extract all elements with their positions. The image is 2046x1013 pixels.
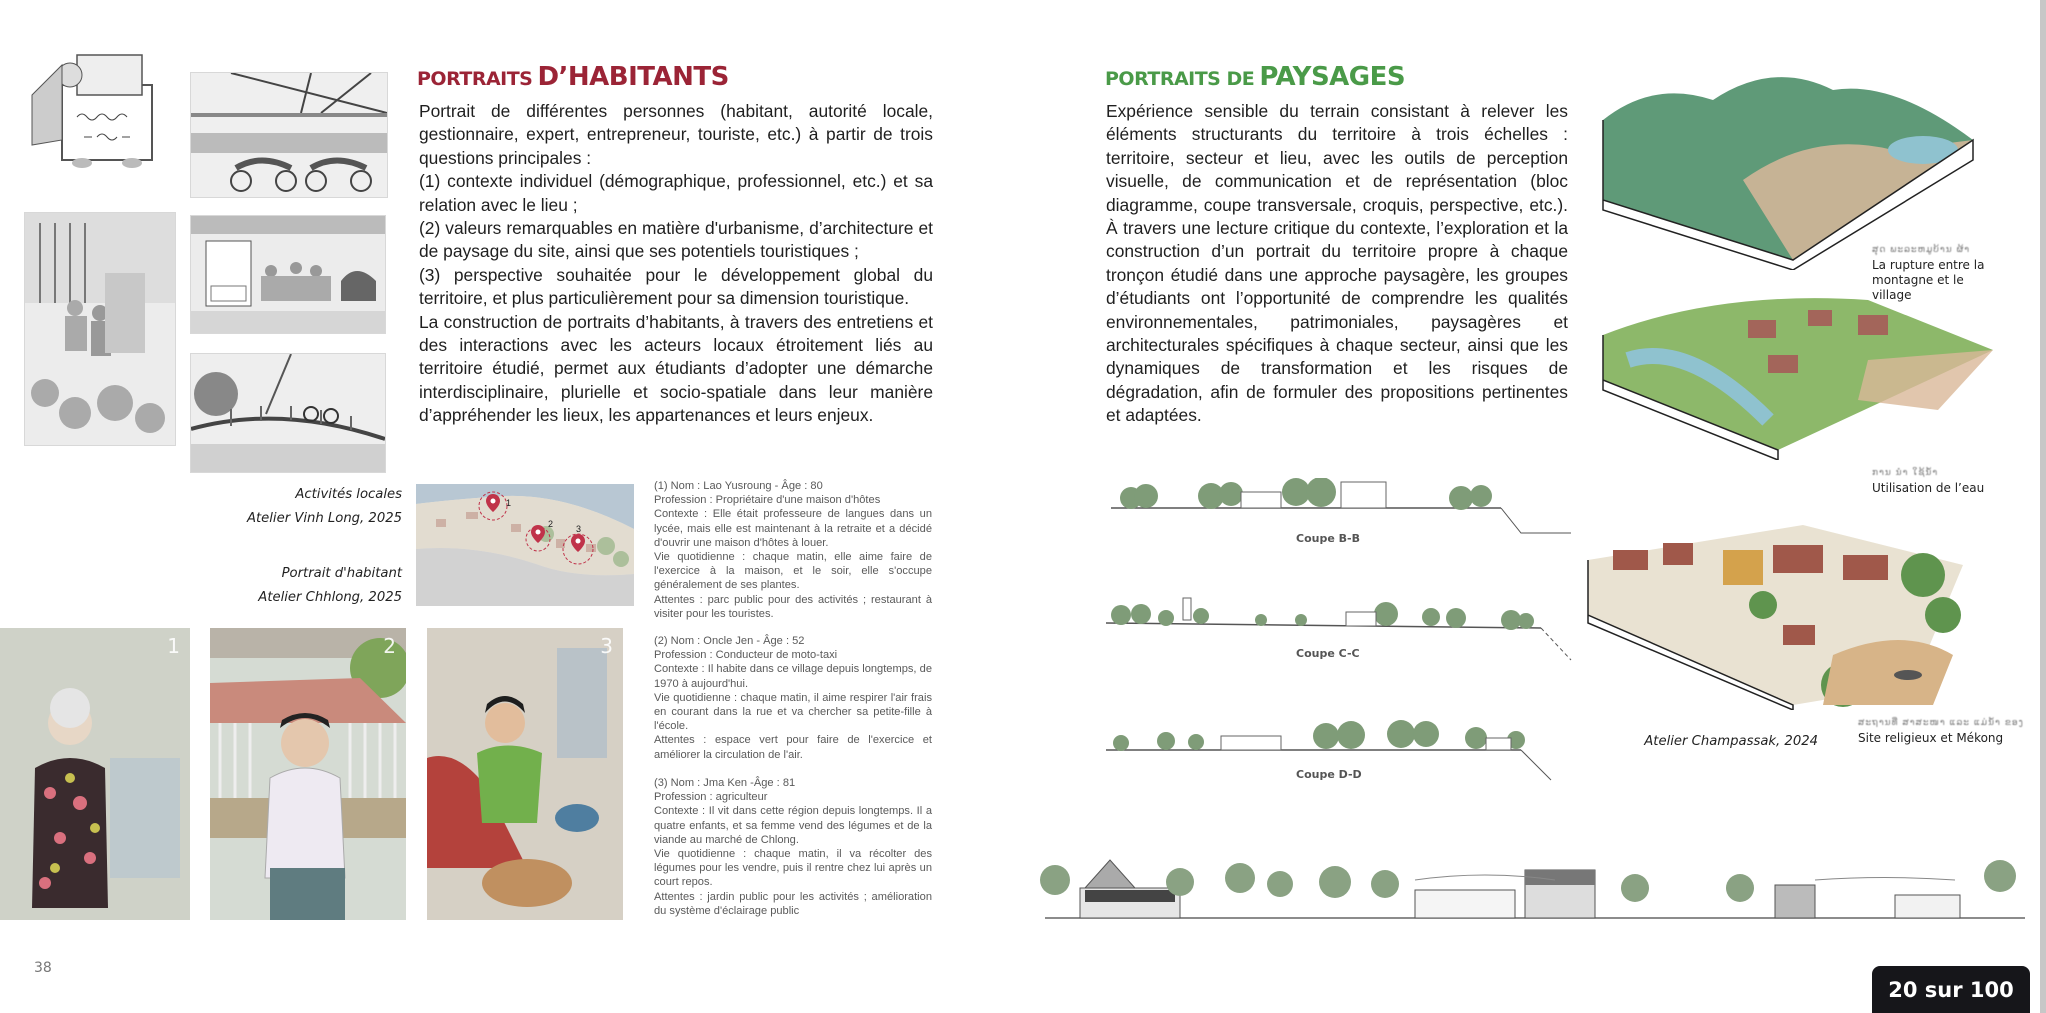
map-marker-label-3: 3 bbox=[576, 524, 582, 534]
map-marker-3[interactable] bbox=[571, 534, 585, 557]
page-counter: 20 sur 100 bbox=[1872, 966, 2030, 1013]
right-paragraph: Expérience sensible du terrain consistant à relever les éléments structurants du territoire à trois échelles : territoire, secteur et lieu, avec les outils de perception visuelle, de communication et de représentation (bloc diagramme, coupe transversale, croquis, perspective, etc.). À travers une lecture critique du contexte, l’exploration et la construction d’un portrait du territoire propre à chaque tronçon étudié dans une approche paysagère, les groupes d’étudiants ont l’opportunité de comprendre les qualités environnementales, patrimoniales, paysagères et architecturales spécifiques à chaque secteur, ainsi que les dynamiques de transformation et les risques de dégradation, afin de formuler des propositions pertinentes et adaptées. bbox=[1106, 101, 1568, 426]
left-paragraph-q3: (3) perspective souhaitée pour le développement global du territoire, et plus particulièrement pour sa dimension touristique. bbox=[419, 264, 933, 309]
left-heading-main: D’HABITANTS bbox=[537, 62, 729, 92]
right-heading-prefix: PORTRAITS DE bbox=[1105, 68, 1255, 90]
right-page bbox=[1023, 0, 2046, 1013]
section-c-c-label: Coupe C-C bbox=[1296, 647, 1360, 660]
left-paragraph-q2: (2) valeurs remarquables en matière d'urbanisme, d’architecture et de paysage du site, ainsi que ses potentiels touristiques ; bbox=[419, 218, 933, 262]
location-map bbox=[416, 484, 634, 606]
left-heading bbox=[417, 62, 729, 92]
profile-3-vie: Vie quotidienne : chaque matin, il va récolter des légumes pour les vendre, puis il rentre chez lui après un court repos. bbox=[654, 848, 932, 889]
activities-caption bbox=[180, 483, 402, 531]
profile-1-contexte: Contexte : Elle était professeure de langues dans un lycée, mais elle est maintenant à la retraite et a décidé d'ouvrir une maison d'hôtes à louer. bbox=[654, 508, 932, 549]
sketch-bridge bbox=[190, 353, 386, 473]
map-marker-label-1: 1 bbox=[506, 498, 512, 508]
sketch-street-vendor bbox=[22, 45, 172, 180]
section-b-b-label: Coupe B-B bbox=[1296, 532, 1360, 545]
portrait-number-1: 1 bbox=[167, 634, 180, 658]
profile-3 bbox=[654, 776, 932, 918]
portrait-2 bbox=[210, 628, 406, 920]
profile-3-contexte: Contexte : Il vit dans cette région depuis longtemps. Il a quatre enfants, et sa femme vend des légumes et de la viande au marché de Chlong. bbox=[654, 805, 932, 846]
block-diagram-village bbox=[1598, 280, 2018, 460]
profile-2-profession: Profession : Conducteur de moto-taxi bbox=[654, 649, 838, 662]
profile-1-attentes: Attentes : parc public pour des activités ; restaurant à visiter pour les touristes. bbox=[654, 593, 932, 620]
section-c-c bbox=[1101, 590, 1581, 670]
block-diagram-mountain bbox=[1593, 60, 2013, 270]
profile-2-name: (2) Nom : Oncle Jen - Âge : 52 bbox=[654, 635, 805, 647]
profile-2-attentes: Attentes : espace vert pour faire de l'exercice et améliorer la circulation de l'air. bbox=[654, 734, 932, 761]
caption-water-fr: Utilisation de l’eau bbox=[1872, 481, 1985, 495]
caption-water-lao: ການ ນໍາ ໃຊ້ນໍ້າ bbox=[1872, 468, 1939, 478]
caption-rupture-lao: ສຸດ ພະລະຫມູບ້ານ ຜ້າ bbox=[1872, 245, 1971, 255]
profile-1-profession: Profession : Propriétaire d'une maison d'hôtes bbox=[654, 494, 881, 507]
map-marker-label-2: 2 bbox=[548, 519, 554, 529]
portrait-number-3: 3 bbox=[600, 634, 613, 658]
portrait-1 bbox=[0, 628, 190, 920]
map-marker-2[interactable] bbox=[531, 525, 545, 548]
profile-2-contexte: Contexte : Il habite dans ce village depuis longtemps, de 1970 à aujourd'hui. bbox=[654, 663, 932, 690]
portrait-caption-title: Portrait d'habitant bbox=[281, 566, 402, 581]
caption-water bbox=[1872, 466, 2022, 496]
portrait-caption bbox=[180, 562, 402, 610]
profile-1-vie: Vie quotidienne : chaque matin, elle aime faire de l'exercice à la maison, et le soir, elle s'occupe généralement de ses plantes. bbox=[654, 551, 932, 592]
profile-2-vie: Vie quotidienne : chaque matin, il aime respirer l'air frais en courant dans la rue et va chercher sa petite-fille à l'école. bbox=[654, 691, 932, 733]
right-heading bbox=[1105, 62, 1405, 92]
profile-2 bbox=[654, 634, 932, 762]
scrollbar[interactable] bbox=[2040, 0, 2046, 1013]
section-d-d-label: Coupe D-D bbox=[1296, 768, 1362, 781]
right-heading-main: PAYSAGES bbox=[1259, 62, 1406, 92]
page-number-left: 38 bbox=[34, 960, 52, 976]
caption-religious bbox=[1858, 716, 2038, 746]
sketch-courtyard bbox=[24, 212, 176, 446]
left-paragraph-q1: (1) contexte individuel (démographique, professionnel, etc.) et sa relation avec le lieu ; bbox=[419, 171, 933, 215]
left-paragraph-conclusion: La construction de portraits d’habitants, à travers des entretiens et des interactions avec les acteurs locaux étroitement liés au territoire étudié, permet aux étudiants d’adopter une démarche interdisciplinaire, plurielle et socio-spatiale dans leur manière d’appréhender les lieux, les appartenances et leurs enjeux. bbox=[419, 311, 933, 426]
caption-religious-fr: Site religieux et Mékong bbox=[1858, 731, 2004, 745]
atelier-champassak-caption: Atelier Champassak, 2024 bbox=[1644, 734, 1818, 749]
activities-caption-title: Activités locales bbox=[295, 487, 402, 502]
right-body-text bbox=[1106, 100, 1568, 428]
profile-3-name: (3) Nom : Jma Ken -Âge : 81 bbox=[654, 777, 796, 789]
street-elevation bbox=[1035, 840, 2035, 930]
block-diagram-religious-site bbox=[1583, 505, 2003, 720]
caption-religious-lao: ສະຖານທີ່ ສາສະໜາ ແລະ ແມ່ນໍ້າ ຂອງ bbox=[1858, 718, 2024, 728]
sketch-cafe bbox=[190, 215, 386, 334]
map-marker-1[interactable] bbox=[486, 494, 500, 517]
profile-3-profession: Profession : agriculteur bbox=[654, 791, 768, 804]
profile-1-name: (1) Nom : Lao Yusroung - Âge : 80 bbox=[654, 480, 823, 492]
left-heading-prefix: PORTRAITS bbox=[417, 68, 533, 90]
profile-3-attentes: Attentes : jardin public pour les activités ; amélioration du système d'éclairage public bbox=[654, 890, 932, 917]
portrait-caption-atelier: Atelier Chhlong, 2025 bbox=[258, 590, 402, 605]
left-paragraph-intro: Portrait de différentes personnes (habitant, autorité locale, gestionnaire, expert, entrepreneur, touriste, etc.) à partir de trois questions principales : bbox=[419, 101, 933, 168]
profile-1 bbox=[654, 479, 932, 621]
section-d-d bbox=[1101, 710, 1581, 790]
section-b-b bbox=[1101, 478, 1581, 548]
left-body-text bbox=[419, 100, 933, 428]
caption-rupture-fr: La rupture entre la montagne et le village bbox=[1872, 258, 1985, 302]
activities-caption-atelier: Atelier Vinh Long, 2025 bbox=[246, 511, 402, 526]
sketch-motorbikes bbox=[190, 72, 388, 198]
portrait-3 bbox=[427, 628, 623, 920]
portrait-number-2: 2 bbox=[383, 634, 396, 658]
